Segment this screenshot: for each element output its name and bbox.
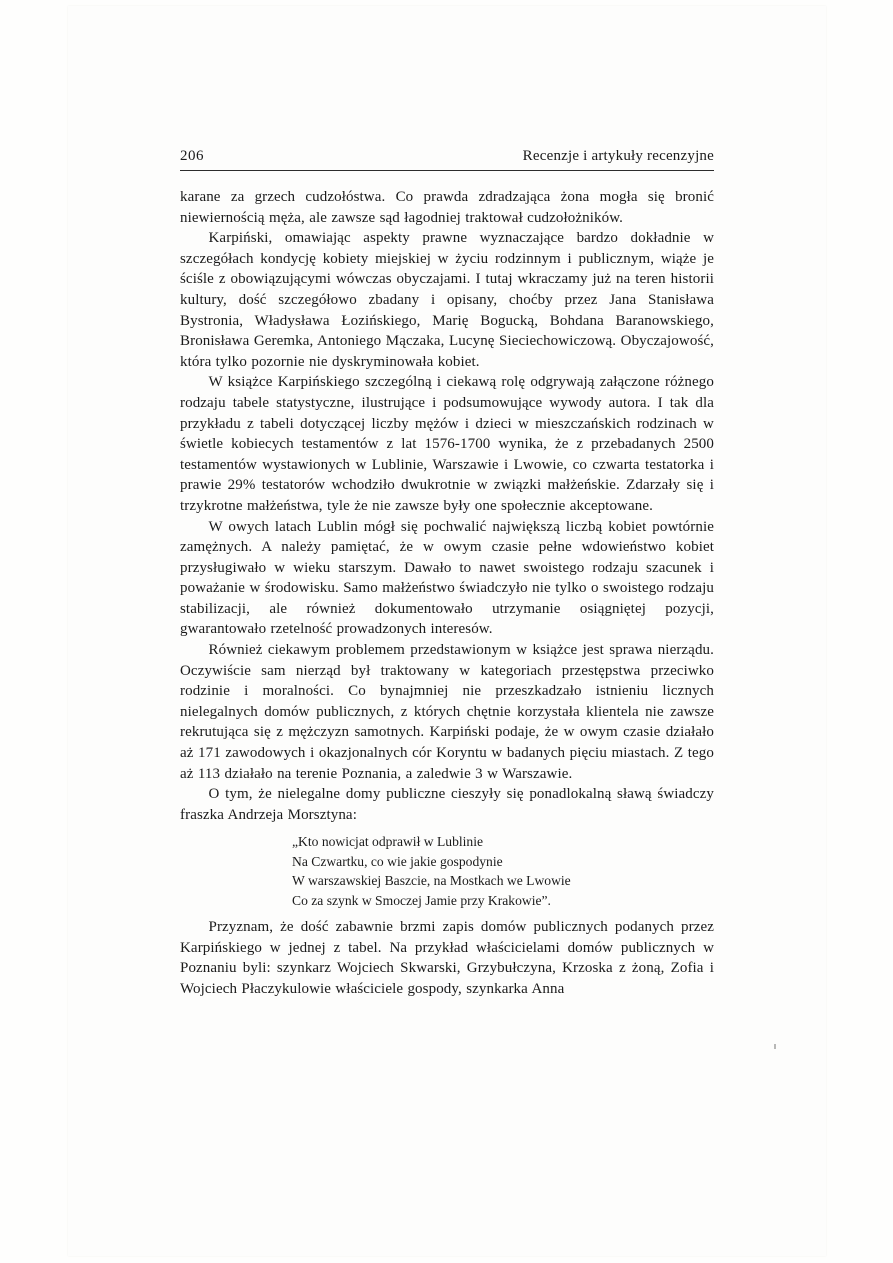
running-header [180, 148, 714, 171]
running-title: Recenzje i artykuły recenzyjne [522, 148, 714, 164]
paragraph-2: Karpiński, omawiając aspekty prawne wyznaczające bardzo dokładnie w szczegółach kondycję kobiety miejskiej w życiu rodzinnym i publicznym, wiąże je ściśle z obowiązującymi wówczas obyczajami. I tutaj wkraczamy już na teren historii kultury, dość szczegółowo zbadany i opisany, choćby przez Jana Stanisława Bystronia, Władysława Łozińskiego, Marię Bogucką, Bohdana Baranowskiego, Bronisława Geremka, Antoniego Mączaka, Lucynę Sieciechowiczową. Obyczajowość, która tylko pozornie nie dyskryminowała kobiet. [180, 230, 714, 370]
quote-line-1: „Kto nowicjat odprawił w Lublinie [292, 834, 484, 850]
paragraph-5: Również ciekawym problemem przedstawionym w książce jest sprawa nierządu. Oczywiście sam nierząd był traktowany w kategoriach przestępstwa przeciwko rodzinie i moralności. Co bynajmniej nie przeszkadzało istnieniu licznych nielegalnych domów publicznych, z których chętnie korzystała klientela nie zawsze rekrutująca się z mężczyzn samotnych. Karpiński podaje, że w owym czasie działało aż 171 zawodowych i okazjonalnych cór Koryntu w badanych pięciu miastach. Z tego aż 113 działało na terenie Poznania, a zaledwie 3 w Warszawie. [180, 642, 714, 782]
body-text [180, 187, 714, 999]
text-block [180, 148, 714, 999]
paragraph-3: W książce Karpińskiego szczególną i ciekawą rolę odgrywają załączone różnego rodzaju tabele statystyczne, ilustrujące i podsumowujące wywody autora. I tak dla przykładu z tabeli dotyczącej liczby mężów i dzieci w mieszczańskich rodzinach w świetle kobiecych testamentów z lat 1576-1700 wynika, że z przebadanych 2500 testamentów wystawionych w Lublinie, Warszawie i Lwowie, co czwarta testatorka i prawie 29% testatorów wchodziło dwukrotnie w związki małżeńskie. Zdarzały się i trzykrotne małżeństwa, tyle że nie zawsze były one społecznie akceptowane. [180, 374, 714, 514]
paragraph-4: W owych latach Lublin mógł się pochwalić największą liczbą kobiet powtórnie zamężnych. A należy pamiętać, że w owym czasie pełne wdowieństwo kobiet przysługiwało w wieku starszym. Dawało to nawet swoistego rodzaju szacunek i poważanie w środowisku. Samo małżeństwo świadczyło nie tylko o swoistego rodzaju stabilizacji, ale również dokumentowało utrzymanie osiągniętej pozycji, gwarantowało rzetelność prowadzonych interesów. [180, 518, 714, 638]
page-number: 206 [180, 148, 204, 164]
verse-quote [292, 832, 714, 910]
quote-line-4: Co za szynk w Smoczej Jamie przy Krakowie”. [292, 892, 551, 908]
scan-artifact-speck [774, 1044, 776, 1049]
quote-line-3: W warszawskiej Baszcie, na Mostkach we Lwowie [292, 873, 571, 889]
quote-line-2: Na Czwartku, co wie jakie gospodynie [292, 853, 503, 869]
paragraph-6: O tym, że nielegalne domy publiczne cieszyły się ponadlokalną sławą świadczy fraszka Andrzeja Morsztyna: [180, 786, 714, 823]
paragraph-1: karane za grzech cudzołóstwa. Co prawda zdradzająca żona mogła się bronić niewiernością męża, ale zawsze sąd łagodniej traktował cudzołożników. [180, 189, 714, 226]
paragraph-7: Przyznam, że dość zabawnie brzmi zapis domów publicznych podanych przez Karpińskiego w jednej z tabel. Na przykład właścicielami domów publicznych w Poznaniu byli: szynkarz Wojciech Skwarski, Grzybułczyna, Krzoska z żoną, Zofia i Wojciech Płaczykulowie właściciele gospody, szynkarka Anna [180, 919, 714, 997]
